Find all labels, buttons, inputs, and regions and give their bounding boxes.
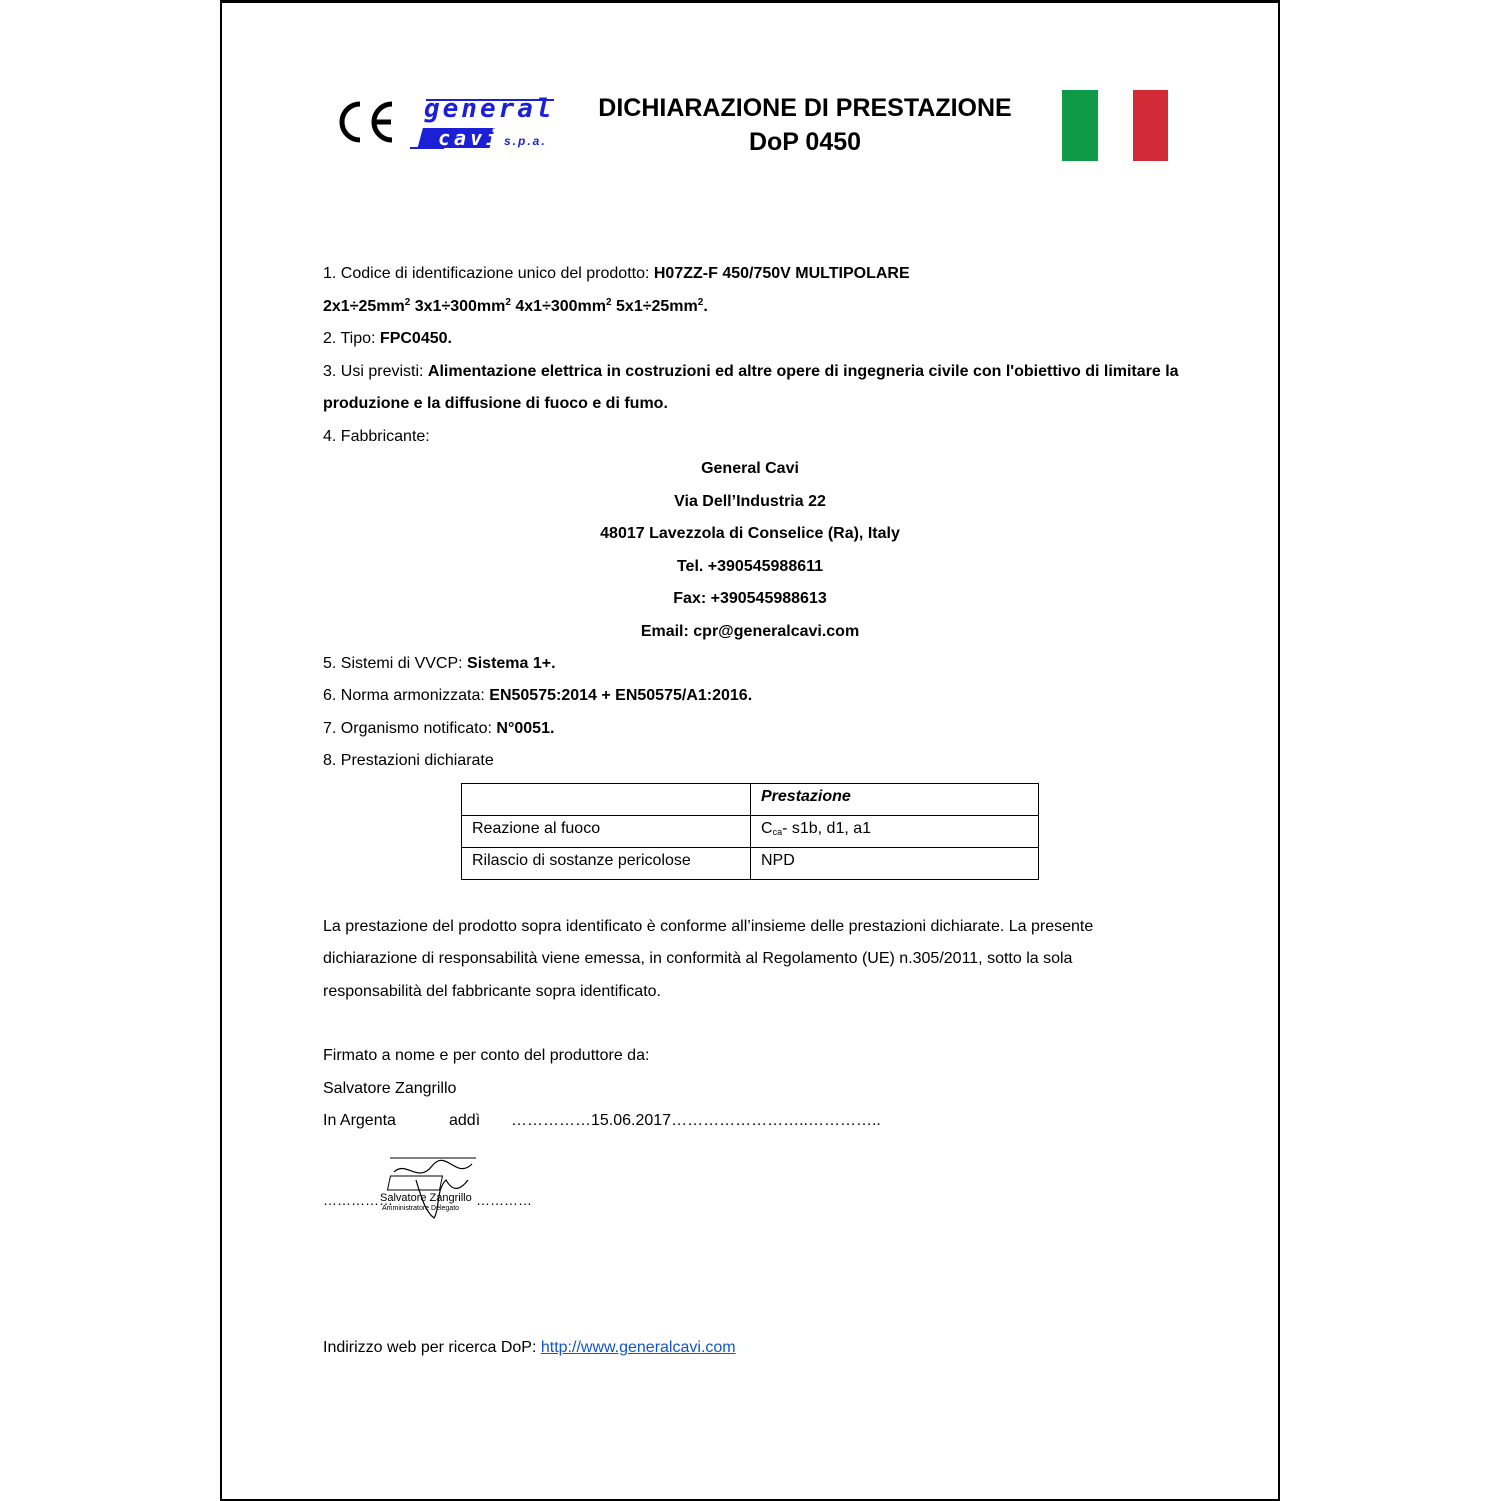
signature-addi: addì — [449, 1112, 481, 1129]
logo-word-cavi: cavi — [438, 126, 503, 150]
signature-dots-right: ………… — [476, 1192, 532, 1208]
conformity-line-2: dichiarazione di responsabilità viene emessa, in conformità al Regolamento (UE) n.305/2011, sotto la sola — [323, 950, 1073, 967]
manufacturer-street: Via Dell’Industria 22 — [674, 493, 826, 510]
signed-by-label: Firmato a nome e per conto del produttore da: — [323, 1047, 650, 1064]
company-logo — [404, 94, 564, 154]
logo-word-general: general — [424, 94, 555, 124]
table-header-cell: Prestazione — [751, 784, 1039, 816]
manufacturer-name: General Cavi — [701, 460, 799, 477]
item-4: 4. Fabbricante: — [323, 428, 430, 445]
table-row — [462, 848, 1039, 880]
flag-red-band — [1133, 90, 1168, 161]
conformity-line-1: La prestazione del prodotto sopra identificato è conforme all’insieme delle prestazioni dichiarate. La presente — [323, 918, 1094, 935]
logo-suffix: s.p.a. — [504, 134, 547, 148]
stamp-name: Salvatore Zangrillo — [380, 1192, 472, 1204]
item-1: 1. Codice di identificazione unico del prodotto: H07ZZ-F 450/750V MULTIPOLARE — [323, 265, 910, 282]
item-5: 5. Sistemi di VVCP: Sistema 1+. — [323, 655, 556, 672]
item-7: 7. Organismo notificato: N°0051. — [323, 720, 555, 737]
stamp-role: Amministratore Delegato — [382, 1205, 460, 1212]
item-3: 3. Usi previsti: Alimentazione elettrica in costruzioni ed altre opere di ingegneria civile con l'obiettivo di limitare la — [323, 363, 1179, 380]
footer-web-address: Indirizzo web per ricerca DoP: http://www.generalcavi.com — [323, 1339, 736, 1356]
manufacturer-fax: Fax: +390545988613 — [673, 590, 827, 607]
website-link[interactable]: http://www.generalcavi.com — [540, 1339, 736, 1356]
document-title: DICHIARAZIONE DI PRESTAZIONE — [598, 94, 1012, 122]
manufacturer-city: 48017 Lavezzola di Conselice (Ra), Italy — [600, 525, 900, 542]
manufacturer-tel: Tel. +390545988611 — [676, 558, 824, 575]
item-8: 8. Prestazioni dichiarate — [323, 752, 494, 769]
table-cell-value: NPD — [751, 848, 1039, 880]
item-3-continued: produzione e la diffusione di fuoco e di fumo. — [323, 395, 668, 412]
signature-place: In Argenta — [323, 1112, 396, 1129]
signature-dots-left: …………… — [323, 1192, 393, 1208]
ce-mark-icon — [334, 100, 396, 144]
document-number: DoP 0450 — [748, 128, 862, 156]
conformity-line-3: responsabilità del fabbricante sopra identificato. — [323, 983, 661, 1000]
item-1-sizes: $2x1\div 25mm^2$ $3x1\div 300mm^2$ $4x1\div 300mm^2$ $5x1\div 25mm^2$. — [323, 297, 708, 315]
table-row — [462, 816, 1039, 848]
table-cell-value: $C_{ca}-$ s1b, d1, a1 — [751, 816, 1039, 848]
signature-stamp — [376, 1150, 486, 1222]
manufacturer-email: Email: cpr@generalcavi.com — [640, 623, 860, 640]
table-header-row — [462, 784, 1039, 816]
table-cell-name: Rilascio di sostanze pericolose — [462, 848, 751, 880]
signer-name: Salvatore Zangrillo — [323, 1080, 457, 1097]
table-cell-name: Reazione al fuoco — [462, 816, 751, 848]
item-2: 2. Tipo: FPC0450. — [323, 330, 452, 347]
item-6: 6. Norma armonizzata: EN50575:2014 + EN50575/A1:2016. — [323, 687, 753, 704]
performance-table — [461, 783, 1039, 880]
signature-date: ……………15.06.2017……………………..………….. — [511, 1112, 881, 1129]
table-header-empty — [462, 784, 751, 816]
flag-green-band — [1062, 90, 1098, 161]
